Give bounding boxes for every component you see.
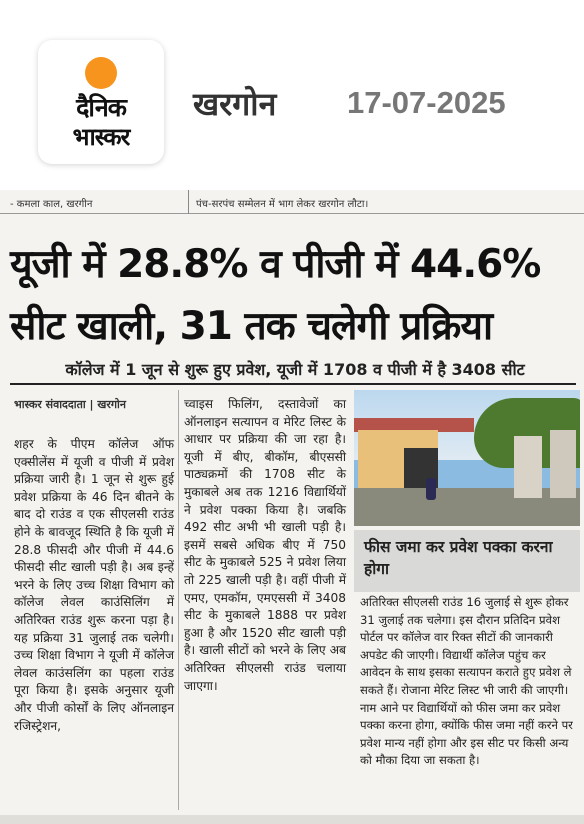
edition-city: खरगोन [193, 85, 277, 123]
article-column-3: अतिरिक्त सीएलसी राउंड 16 जुलाई से शुरू होकर 31 जुलाई तक चलेगा। इस दौरान प्रतिदिन प्रवेश पोर्टल पर कॉलेज वार रिक्त सीटों की जानकारी अपडेट की जाएगी। विद्यार्थी कॉलेज पहुंच कर आवेदन के साथ इसका सत्यापन कराते हुए प्रवेश ले सकते हैं। रोजाना मेरिट लिस्ट भी जारी की जाएगी। नाम आने पर विद्यार्थियों को फीस जमा कर प्रवेश पक्का करना होगा, क्योंकि फीस जमा नहीं करने पर प्रवेश मान्य नहीं होगा और इस सीट पर किसी अन्य को मौका दिया जा सकता है। [360, 595, 573, 768]
dainik-bhaskar-logo [38, 40, 164, 164]
subheadline: कॉलेज में 1 जून से शुरू हुए प्रवेश, यूजी में 1708 व पीजी में है 3408 सीट [65, 360, 525, 379]
article-column-2: च्वाइस फिलिंग, दस्तावेजों का ऑनलाइन सत्यापन व मेरिट लिस्ट के आधार पर प्रक्रिया की जा रहा है। यूजी में बीए, बीकॉम, बीएससी पाठ्यक्रमों की 1708 सीट के मुकाबले अब तक 1216 विद्यार्थियों ने प्रवेश पक्का किया है। जबकि 492 सीट अभी भी खाली पड़ी है। इसमें सबसे अधिक बीए में 750 सीट के मुकाबले 525 ने प्रवेश लिया तो 225 खाली पड़ी है। वहीं पीजी में एमए, एमकॉम, एमएससी में 3408 सीट के मुकाबले 1888 पर प्रवेश हुआ है और 1520 सीट खाली पड़ी है। खाली सीटों को भरने के लिए अब अतिरिक्त सीएलसी राउंड चलाया जाएगा। [184, 397, 346, 693]
headline-rule [10, 383, 576, 385]
sun-icon [85, 57, 117, 89]
photo-pillar [514, 436, 542, 498]
logo-text-line1: दैनिक [76, 93, 126, 122]
logo-text-line2: भास्कर [72, 123, 130, 151]
column-divider [178, 390, 179, 810]
headline-line2: सीट खाली, 31 तक चलेगी प्रक्रिया [10, 304, 493, 349]
edition-date: 17-07-2025 [347, 85, 506, 120]
newspaper-clipping [0, 190, 584, 824]
paper-bottom-edge [0, 815, 584, 824]
article-column-1: शहर के पीएम कॉलेज ऑफ एक्सीलेंस में यूजी व पीजी में प्रवेश प्रक्रिया जारी है। 1 जून से शुरू हुई प्रवेश प्रक्रिया के 46 दिन बीतने के बाद दो राउंड व एक सीएलसी राउंड होने के बावजूद स्थिति है कि यूजी में 28.8 फीसदी और पीजी में 44.6 फीसदी सीट खाली पड़ी है। अब इन्हें भरने के लिए उच्च शिक्षा विभाग को कॉलेज लेवल काउंसिलिंग में अतिरिक्त राउंड शुरू करना पड़ा है। यह प्रक्रिया 31 जुलाई तक चलेगी। उच्च शिक्षा विभाग ने यूजी में कॉलेज लेवल काउंसलिंग का पहला राउंड पूरा किया है। इसके अनुसार यूजी और पीजी कोर्सों के लिए ऑनलाइन रजिस्ट्रेशन, [14, 437, 174, 733]
clipping-header [0, 0, 584, 182]
strip-right-text: पंच-सरपंच सम्मेलन में भाग लेकर खरगोन लौटा। [196, 199, 369, 210]
previous-article-strip [0, 190, 584, 214]
college-photo [354, 390, 580, 526]
byline: भास्कर संवाददाता | खरगोन [14, 398, 127, 411]
photo-ground [354, 488, 580, 526]
strip-left-text: - कमला काल, खरगीन [10, 199, 93, 210]
box-heading: फीस जमा कर प्रवेश पक्का करना होगा [354, 530, 580, 592]
strip-divider [188, 190, 189, 214]
photo-pillar-2 [550, 430, 576, 498]
photo-person [426, 478, 436, 500]
headline-line1: यूजी में 28.8% व पीजी में 44.6% [10, 242, 541, 287]
